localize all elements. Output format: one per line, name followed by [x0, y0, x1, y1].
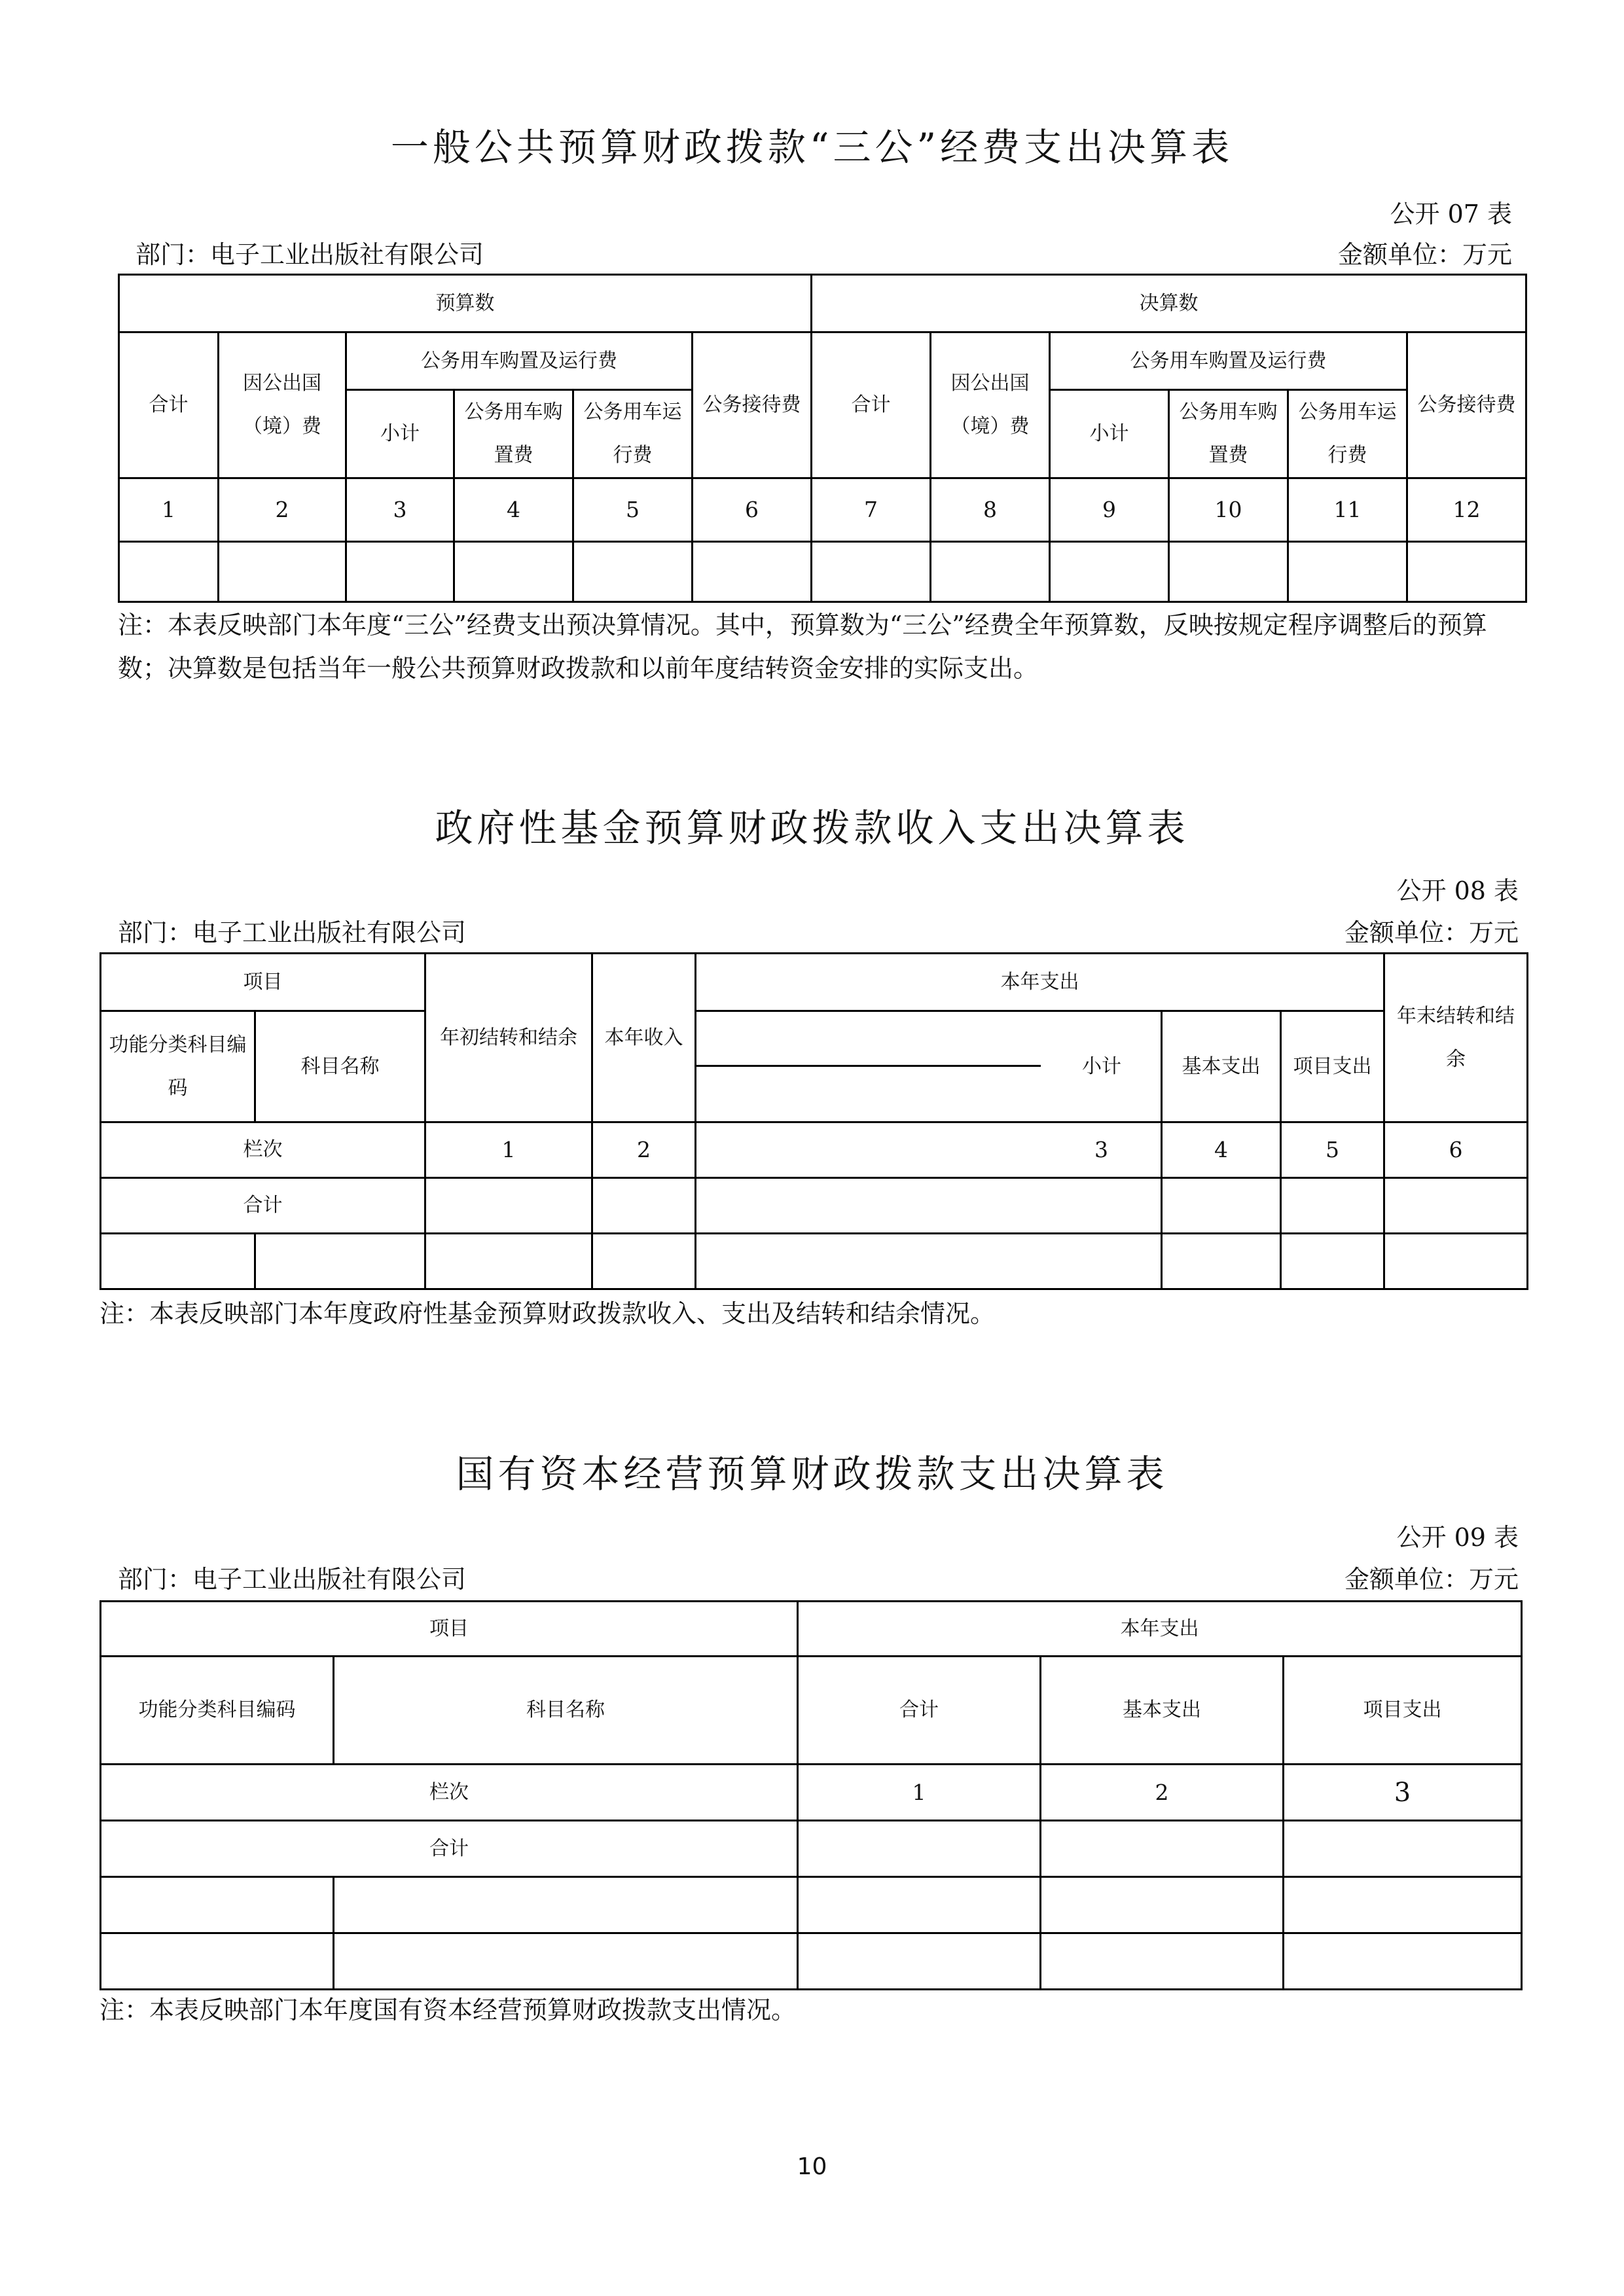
header-subtotal: 小计: [1050, 390, 1169, 478]
header-car-buy: 公务用车购置费: [454, 390, 573, 478]
header-car-group: 公务用车购置及运行费: [1050, 332, 1407, 390]
column-number: 6: [693, 478, 812, 542]
empty-cell: [119, 542, 219, 602]
column-number: 5: [1281, 1122, 1384, 1178]
empty-cell: [592, 1178, 696, 1234]
header-func-code: 功能分类科目编码: [101, 1011, 255, 1122]
column-number: 9: [1050, 478, 1169, 542]
empty-cell: [1041, 1821, 1284, 1877]
header-total: 合计: [119, 332, 219, 478]
header-subtotal: 小计: [696, 1011, 1162, 1122]
page-number: 10: [797, 2153, 827, 2180]
header-item: 项目: [101, 954, 425, 1011]
header-final: 决算数: [812, 275, 1526, 332]
empty-cell: [693, 542, 812, 602]
table2-note: 注：本表反映部门本年度政府性基金预算财政拨款收入、支出及结转和结余情况。: [99, 1299, 996, 1328]
header-func-code: 功能分类科目编码: [101, 1657, 334, 1765]
header-subject: 科目名称: [334, 1657, 798, 1765]
empty-cell: [1050, 542, 1169, 602]
empty-cell: [1169, 542, 1288, 602]
header-subtotal: 小计: [346, 390, 454, 478]
empty-cell: [255, 1234, 425, 1289]
header-basic: 基本支出: [1041, 1657, 1284, 1765]
empty-cell: [696, 1234, 1162, 1289]
empty-cell: [798, 1933, 1041, 1990]
header-expense: 本年支出: [798, 1602, 1522, 1657]
header-total: 合计: [812, 332, 931, 478]
empty-cell: [334, 1877, 798, 1933]
empty-cell: [101, 1877, 334, 1933]
column-number: 2: [592, 1122, 696, 1178]
empty-cell: [101, 1234, 255, 1289]
table3: [99, 1600, 1523, 1990]
empty-cell: [696, 1178, 1162, 1234]
column-number: 10: [1169, 478, 1288, 542]
empty-cell: [592, 1234, 696, 1289]
header-project: 项目支出: [1281, 1011, 1384, 1122]
column-number: 4: [1162, 1122, 1281, 1178]
row-total-label: 合计: [101, 1178, 425, 1234]
row-column-label: 栏次: [101, 1765, 798, 1821]
column-number: 7: [812, 478, 931, 542]
header-end-balance: 年末结转和结余: [1384, 954, 1528, 1122]
column-number: 11: [1288, 478, 1407, 542]
empty-cell: [1284, 1821, 1522, 1877]
empty-cell: [1284, 1877, 1522, 1933]
empty-cell: [1407, 542, 1526, 602]
empty-cell: [1384, 1178, 1528, 1234]
empty-cell: [1284, 1933, 1522, 1990]
header-subject: 科目名称: [255, 1011, 425, 1122]
header-item: 项目: [101, 1602, 798, 1657]
table2-code: 公开 08 表: [1396, 876, 1519, 905]
column-number: 4: [454, 478, 573, 542]
table2: [99, 952, 1528, 1290]
header-reception: 公务接待费: [1407, 332, 1526, 478]
column-number: 8: [931, 478, 1050, 542]
empty-cell: [1288, 542, 1407, 602]
table3-code: 公开 09 表: [1396, 1523, 1519, 1552]
header-car-run: 公务用车运行费: [573, 390, 693, 478]
table2-unit: 金额单位：万元: [1344, 918, 1519, 947]
table1-code: 公开 07 表: [1390, 200, 1512, 228]
header-car-group: 公务用车购置及运行费: [346, 332, 693, 390]
empty-cell: [334, 1933, 798, 1990]
table1: [118, 274, 1527, 603]
header-begin-balance: 年初结转和结余: [425, 954, 592, 1122]
row-total-label: 合计: [101, 1821, 798, 1877]
header-project: 项目支出: [1284, 1657, 1522, 1765]
empty-cell: [1041, 1877, 1284, 1933]
header-income: 本年收入: [592, 954, 696, 1122]
column-number: 6: [1384, 1122, 1528, 1178]
empty-cell: [1041, 1933, 1284, 1990]
table3-note: 注：本表反映部门本年度国有资本经营预算财政拨款支出情况。: [99, 1996, 797, 2024]
column-number: 2: [1041, 1765, 1284, 1821]
empty-cell: [931, 542, 1050, 602]
row-column-label: 栏次: [101, 1122, 425, 1178]
table3-unit: 金额单位：万元: [1344, 1565, 1519, 1594]
column-number: 5: [573, 478, 693, 542]
table3-title: 国有资本经营预算财政拨款支出决算表: [456, 1452, 1168, 1496]
table2-title: 政府性基金预算财政拨款收入支出决算表: [435, 806, 1189, 850]
empty-cell: [798, 1877, 1041, 1933]
empty-cell: [101, 1933, 334, 1990]
empty-cell: [454, 542, 573, 602]
table2-dept: 部门：电子工业出版社有限公司: [118, 918, 467, 947]
column-number: 2: [219, 478, 346, 542]
table1-note: 注：本表反映部门本年度“三公”经费支出预决算情况。其中，预算数为“三公”经费全年预算数，反映按规定程序调整后的预算数；决算数是包括当年一般公共预算财政拨款和以前年度结转资金安排的实际支出。: [118, 611, 1487, 683]
column-number: 3: [696, 1122, 1162, 1178]
empty-cell: [219, 542, 346, 602]
empty-cell: [1384, 1234, 1528, 1289]
column-number: 1: [798, 1765, 1041, 1821]
column-number: 12: [1407, 478, 1526, 542]
header-abroad: 因公出国（境）费: [219, 332, 346, 478]
table1-unit: 金额单位：万元: [1337, 240, 1512, 269]
header-budget: 预算数: [119, 275, 812, 332]
empty-cell: [812, 542, 931, 602]
table3-dept: 部门：电子工业出版社有限公司: [118, 1565, 467, 1594]
header-basic: 基本支出: [1162, 1011, 1281, 1122]
empty-cell: [798, 1821, 1041, 1877]
header-reception: 公务接待费: [693, 332, 812, 478]
header-car-run: 公务用车运行费: [1288, 390, 1407, 478]
empty-cell: [573, 542, 693, 602]
empty-cell: [425, 1234, 592, 1289]
empty-cell: [1281, 1178, 1384, 1234]
table1-dept: 部门：电子工业出版社有限公司: [135, 240, 484, 269]
empty-cell: [1162, 1178, 1281, 1234]
column-number: 1: [119, 478, 219, 542]
empty-cell: [1162, 1234, 1281, 1289]
table1-title: 一般公共预算财政拨款“三公”经费支出决算表: [390, 125, 1234, 170]
column-number: 3: [346, 478, 454, 542]
empty-cell: [1281, 1234, 1384, 1289]
empty-cell: [425, 1178, 592, 1234]
stray-line: [696, 1065, 1041, 1067]
column-number: 1: [425, 1122, 592, 1178]
header-expense: 本年支出: [696, 954, 1384, 1011]
header-total: 合计: [798, 1657, 1041, 1765]
column-number: 3: [1284, 1765, 1522, 1821]
empty-cell: [346, 542, 454, 602]
header-car-buy: 公务用车购置费: [1169, 390, 1288, 478]
header-abroad: 因公出国（境）费: [931, 332, 1050, 478]
